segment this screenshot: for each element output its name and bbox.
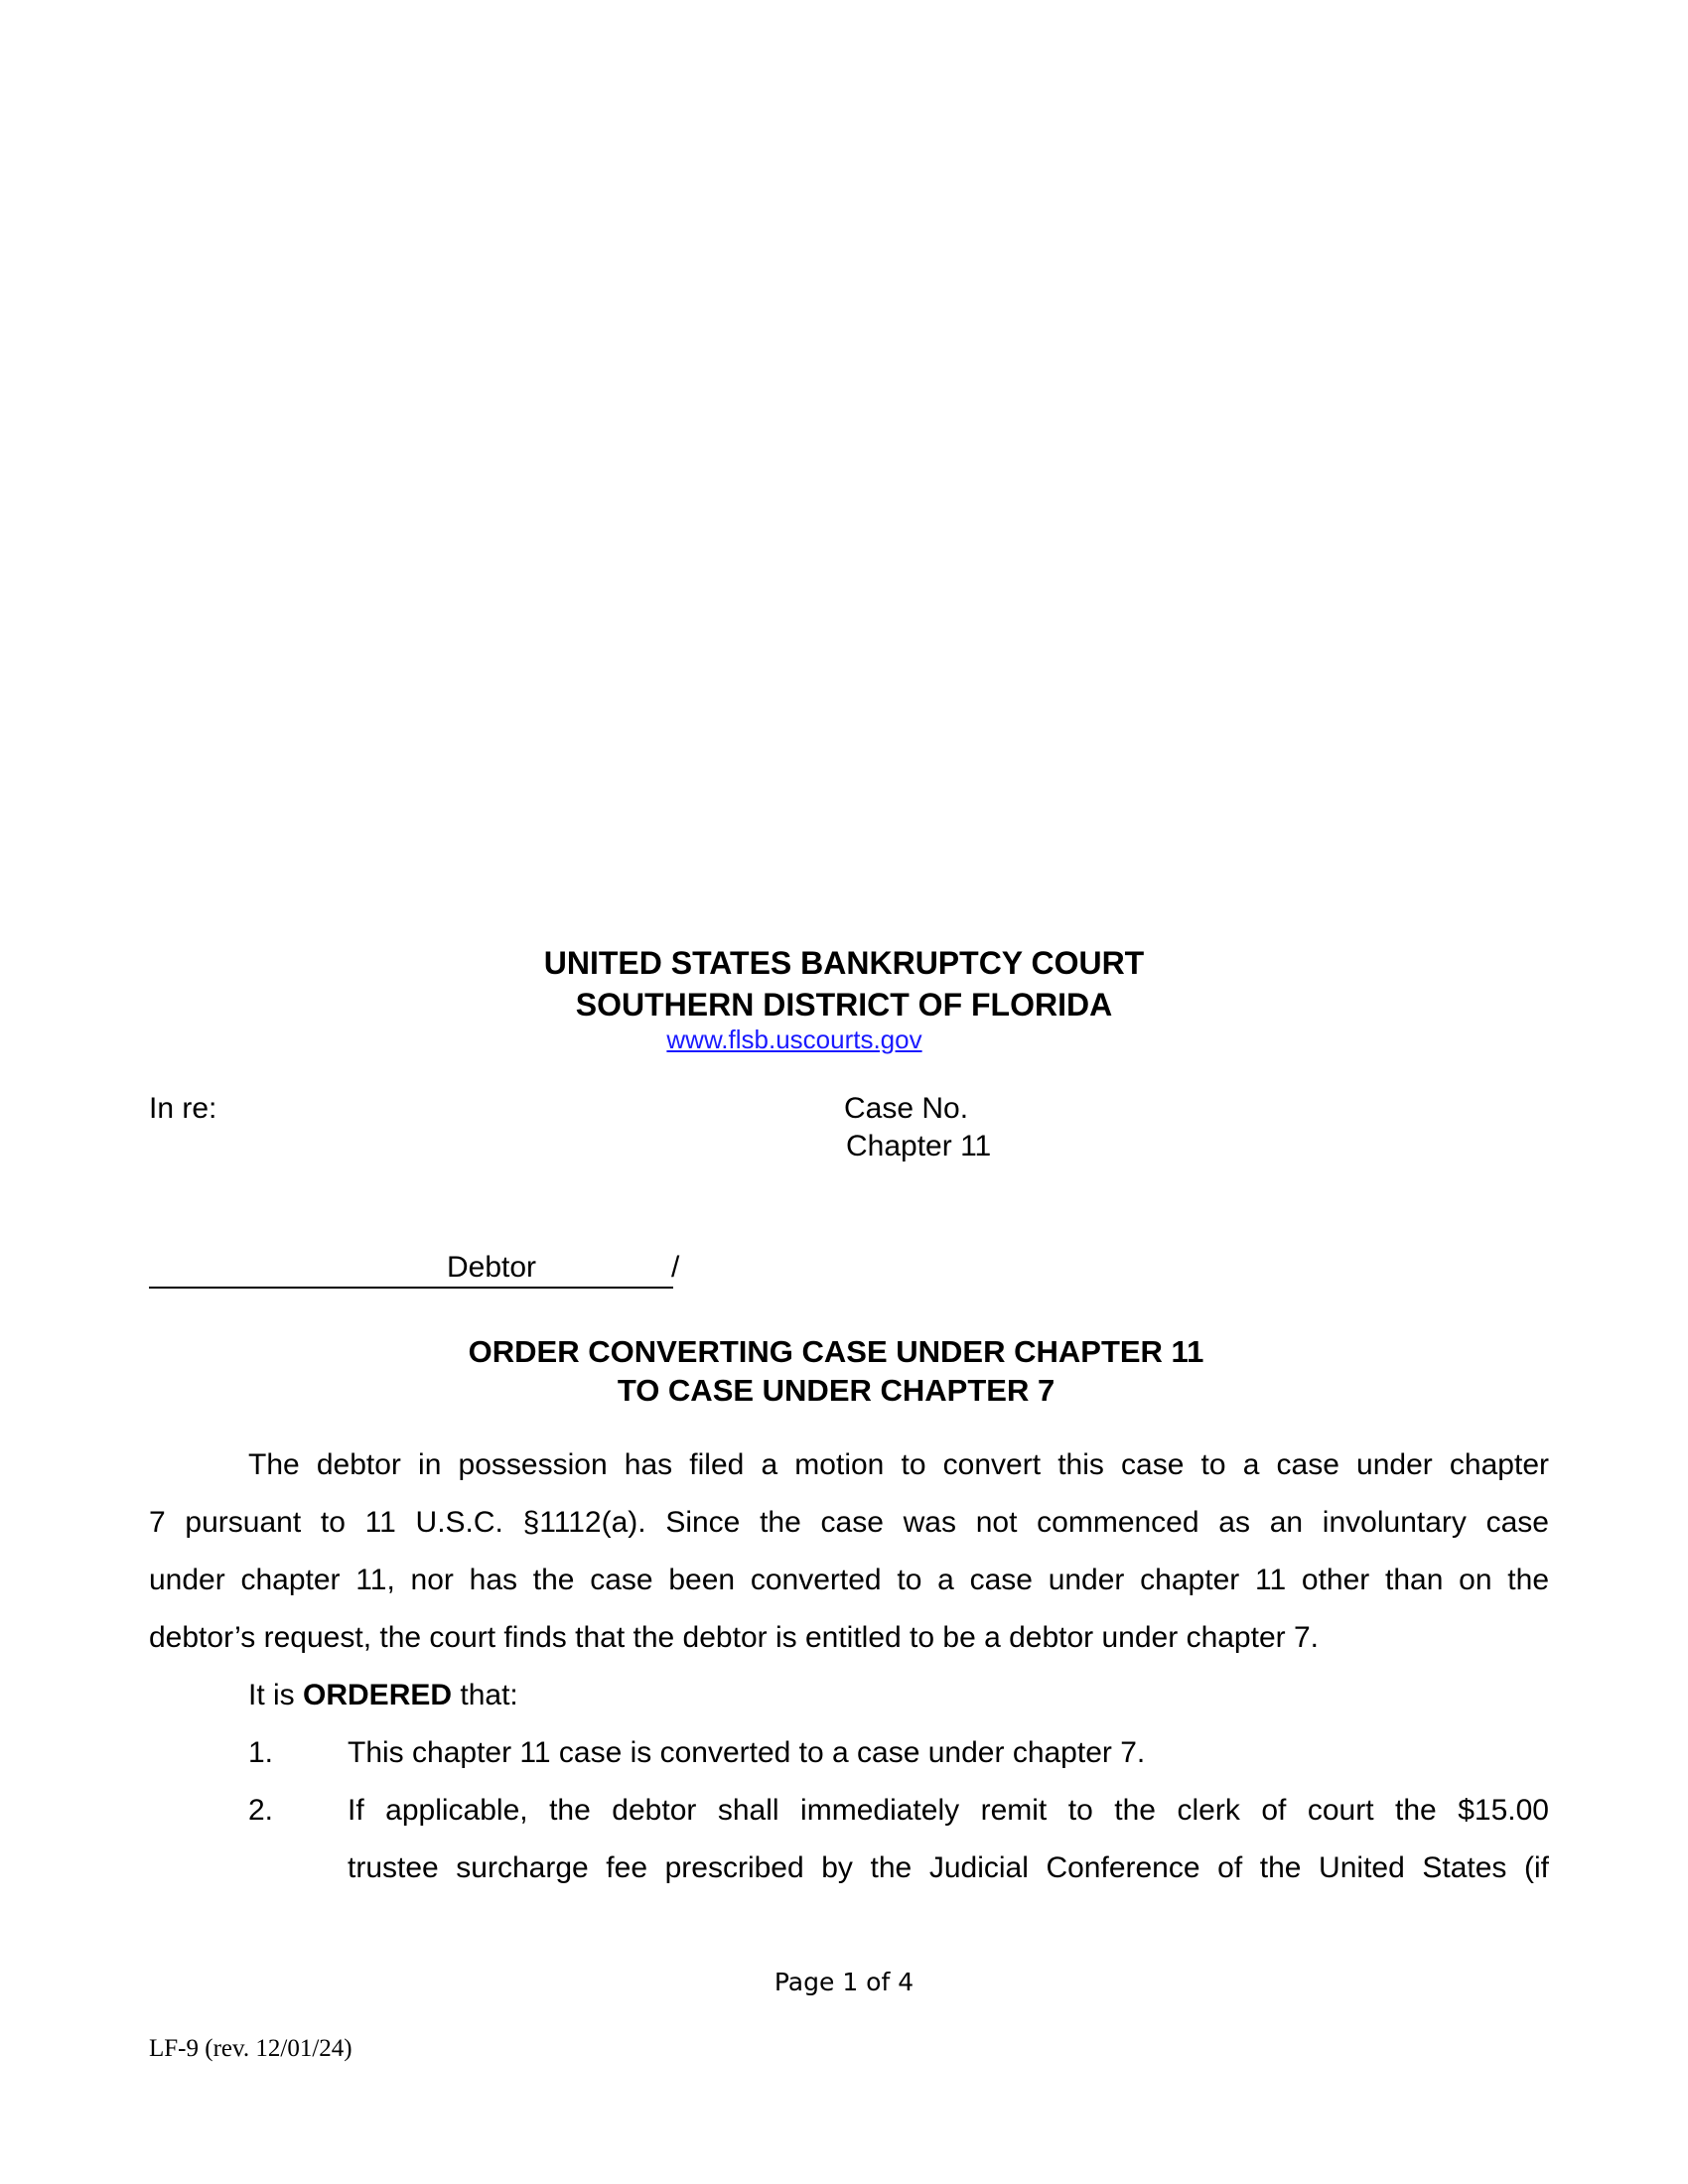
debtor-slash: / (671, 1251, 680, 1284)
paragraph-line: debtor’s request, the court finds that the debtor is entitled to be a debtor under chapter 7. (149, 1621, 1319, 1654)
debtor-label: Debtor (447, 1251, 537, 1284)
ordered-suffix: that: (452, 1679, 518, 1711)
paragraph-line: under chapter 11, nor has the case been converted to a case under chapter 11 other than on the (149, 1564, 1549, 1596)
page-number: Page 1 of 4 (774, 1968, 914, 1996)
item-text: This chapter 11 case is converted to a case under chapter 7. (348, 1736, 1146, 1769)
case-number-label: Case No. (844, 1092, 969, 1125)
court-district: SOUTHERN DISTRICT OF FLORIDA (575, 987, 1113, 1023)
item-number: 2. (248, 1794, 274, 1827)
court-website-link[interactable]: www.flsb.uscourts.gov (666, 1024, 922, 1054)
chapter-label: Chapter 11 (846, 1130, 992, 1162)
paragraph-line: 7 pursuant to 11 U.S.C. §1112(a). Since the case was not commenced as an involuntary case (149, 1506, 1549, 1539)
ordered-prefix: It is (248, 1679, 304, 1711)
debtor-signature-line (149, 1251, 680, 1291)
in-re-label: In re: (149, 1092, 217, 1125)
item-text: trustee surcharge fee prescribed by the Judicial Conference of the United States (if (348, 1851, 1549, 1884)
court-name: UNITED STATES BANKRUPTCY COURT (543, 945, 1145, 981)
court-website-row (0, 1024, 1638, 1055)
form-identifier: LF-9 (rev. 12/01/24) (149, 2035, 352, 2062)
item-text: If applicable, the debtor shall immediately remit to the clerk of court the $15.00 (348, 1794, 1549, 1827)
order-title-line2: TO CASE UNDER CHAPTER 7 (617, 1373, 1055, 1408)
order-title-line1: ORDER CONVERTING CASE UNDER CHAPTER 11 (468, 1334, 1204, 1369)
debtor-underline (149, 1287, 673, 1289)
item-number: 1. (248, 1736, 274, 1769)
ordered-clause (248, 1679, 518, 1712)
paragraph-line: The debtor in possession has filed a motion to convert this case to a case under chapter (248, 1448, 1549, 1481)
ordered-bold: ORDERED (303, 1679, 453, 1711)
